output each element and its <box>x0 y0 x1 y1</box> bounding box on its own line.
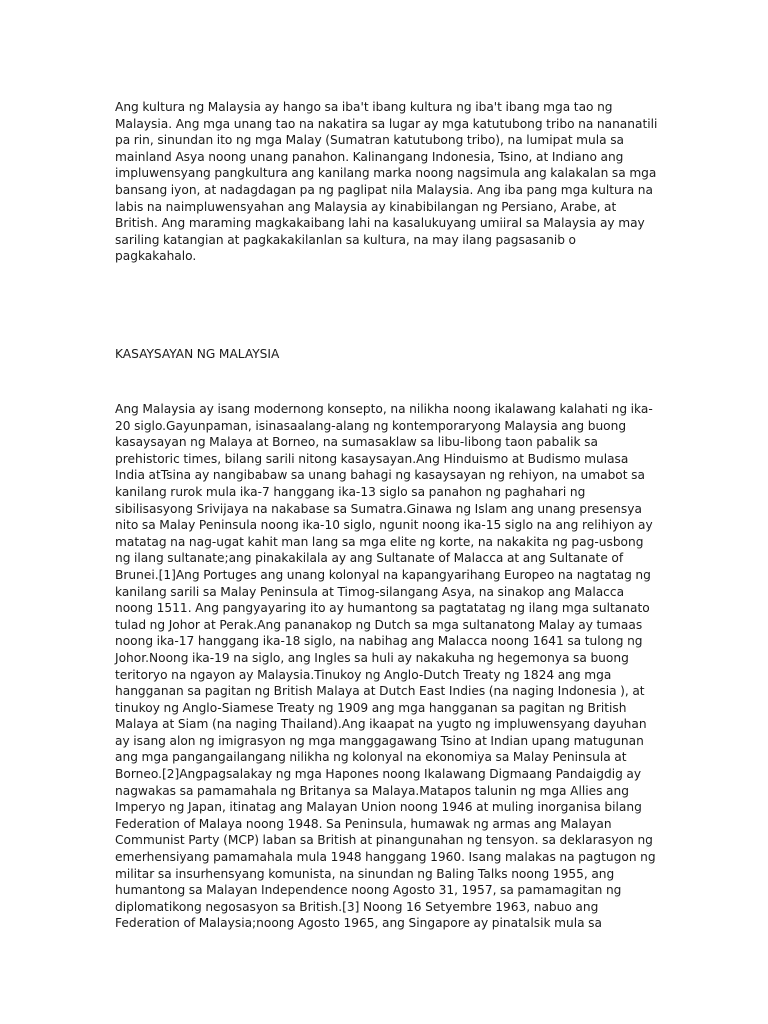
history-paragraph: Ang Malaysia ay isang modernong konsepto, na nilikha noong ikalawang kalahati ng ika-20 siglo.Gayunpaman, isinasaalang-alang ng kontemporaryong Malaysia ang buong kasaysayan ng Malaya at Borneo, na sumasaklaw sa libu-libong taon pabalik sa prehistoric times, bilang sarili nitong kasaysayan.Ang Hinduismo at Budismo mulasa India atTsina ay nangibabaw sa unang bahagi ng kasaysayan ng rehiyon, na umabot sa kanilang rurok mula ika-7 hanggang ika-13 siglo sa panahon ng paghahari ng sibilisasyong Srivijaya na nakabase sa Sumatra.Ginawa ng Islam ang unang presensya nito sa Malay Peninsula noong ika-10 siglo, ngunit noong ika-15 siglo na ang relihiyon ay matatag na nag-ugat kahit man lang sa mga elite ng korte, na nakakita ng pag-usbong ng ilang sultanate;ang pinakakilala ay ang Sultanate of Malacca at ang Sultanate of Brunei.[1]Ang Portuges ang unang kolonyal na kapangyarihang Europeo na nagtatag ng kanilang sarili sa Malay Peninsula at Timog-silangang Asya, na sinakop ang Malacca noong 1511. Ang pangyayaring ito ay humantong sa pagtatatag ng ilang mga sultanato tulad ng Johor at Perak.Ang pananakop ng Dutch sa mga sultanatong Malay ay tumaas noong ika-17 hanggang ika-18 siglo, na nabihag ang Malacca noong 1641 sa tulong ng Johor.Noong ika-19 na siglo, ang Ingles sa huli ay nakakuha ng hegemonya sa buong teritoryo na ngayon ay Malaysia.Tinukoy ng Anglo-Dutch Treaty ng 1824 ang mga hangganan sa pagitan ng British Malaya at Dutch East Indies (na naging Indonesia ), at tinukoy ng Anglo-Siamese Treaty ng 1909 ang mga hangganan sa pagitan ng British Malaya at Siam (na naging Thailand).Ang ikaapat na yugto ng impluwensyang dayuhan ay isang alon ng imigrasyon ng mga manggagawang Tsino at Indian upang matugunan ang mga pangangailangang nilikha ng kolonyal na ekonomiya sa Malay Peninsula at Borneo.[2]Angpagsalakay ng mga Hapones noong Ikalawang Digmaang Pandaigdig ay nagwakas sa pamamahala ng Britanya sa Malaya.Matapos talunin ng mga Allies ang Imperyo ng Japan, itinatag ang Malayan Union noong 1946 at muling inorganisa bilang Federation of Malaya noong 1948. Sa Peninsula, humawak ng armas ang Malayan Communist Party (MCP) laban sa British at pinangunahan ng tensyon. sa deklarasyon ng emerhensiyang pamamahala mula 1948 hanggang 1960. Isang malakas na pagtugon ng militar sa insurhensyang komunista, na sinundan ng Baling Talks noong 1955, ang humantong sa Malayan Independence noong Agosto 31, 1957, sa pamamagitan ng diplomatikong negosasyon sa British.[3] Noong 16 Setyembre 1963, nabuo ang Federation of Malaysia;noong Agosto 1965, ang Singapore ay pinatalsik mula sa <box>115 402 656 931</box>
culture-paragraph: Ang kultura ng Malaysia ay hango sa iba't ibang kultura ng iba't ibang mga tao ng Malaysia. Ang mga unang tao na nakatira sa lugar ay mga katutubong tribo na nananatili pa rin, sinundan ito ng mga Malay (Sumatran katutubong tribo), na lumipat mula sa mainland Asya noong unang panahon. Kalinangang Indonesia, Tsino, at Indiano ang impluwensyang pangkultura ang kanilang marka noong nagsimula ang kalakalan sa mga bansang iyon, at nadagdagan pa ng paglipat nila Malaysia. Ang iba pang mga kultura na labis na naimpluwensyahan ang Malaysia ay kinabibilangan ng Persiano, Arabe, at British. Ang maraming magkakaibang lahi na kasalukuyang umiiral sa Malaysia ay may sariling katangian at pagkakakilanlan sa kultura, na may ilang pagsasanib o pagkakahalo. <box>115 100 658 264</box>
section-heading: KASAYSAYAN NG MALAYSIA <box>115 347 280 361</box>
